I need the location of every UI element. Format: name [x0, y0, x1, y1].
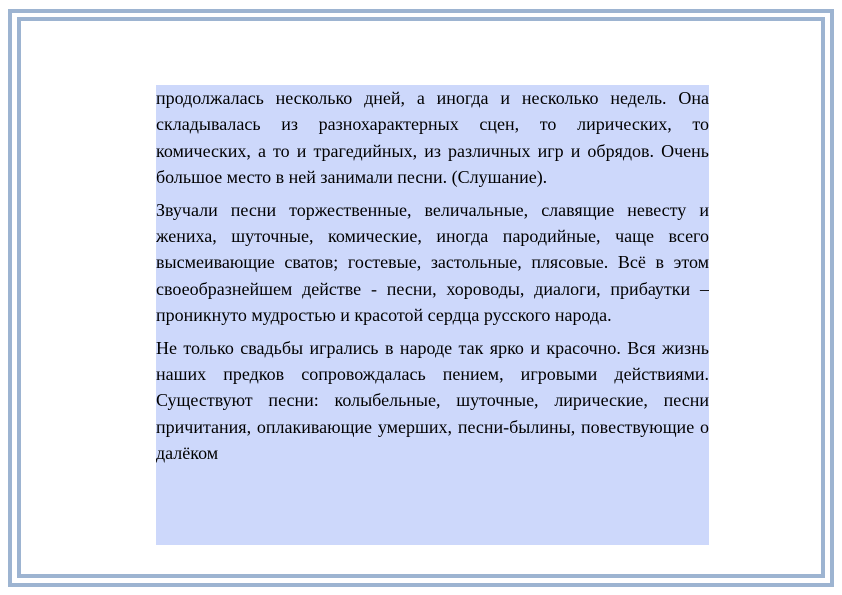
paragraph-2: Звучали песни торжественные, величальные, славящие невесту и жениха, шуточные, комические, иногда пародийные, чаще всего высмеивающие сватов; гостевые, застольные, плясовые. Всё в этом своеобразнейшем действе - песни, хороводы, диалоги, прибаутки – проникнуто мудростью и красотой сердца русского народа. [156, 199, 709, 326]
text-block [156, 85, 709, 545]
paragraph-1: продолжалась несколько дней, а иногда и несколько недель. Она складывалась из разнохарактерных сцен, то лирических, то комических, а то и трагедийных, из различных игр и обрядов. Очень большое место в ней занимали песни. (Слушание). [156, 88, 709, 188]
paragraph-3: Не только свадьбы игрались в народе так ярко и красочно. Вся жизнь наших предков сопровождалась пением, игровыми действиями. Существуют песни: колыбельные, шуточные, лирические, песни причитания, оплакивающие умерших, песни-былины, повествующие о далёком [156, 337, 709, 464]
